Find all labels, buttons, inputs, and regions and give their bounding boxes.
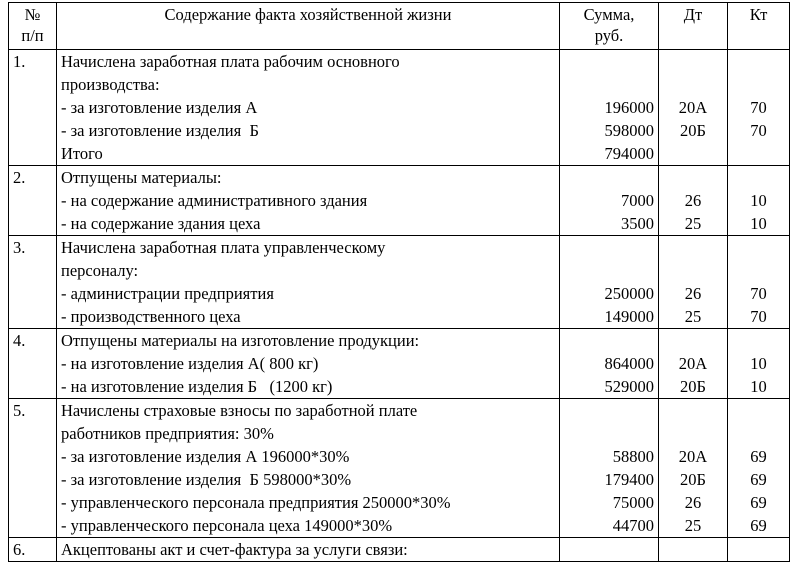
credit-account <box>732 422 785 445</box>
credit-account <box>732 73 785 96</box>
header-dt: Дт <box>659 3 728 50</box>
description-cell <box>57 50 560 166</box>
debit-account: 20А <box>678 98 708 117</box>
description-line: Итого <box>61 144 103 163</box>
debit-account: 20А <box>678 354 708 373</box>
description-line: - на содержание административного здания <box>61 191 368 210</box>
debit-account: 25 <box>684 516 702 535</box>
table-row <box>9 50 790 166</box>
description-line: - за изготовление изделия А <box>61 98 258 117</box>
debit-account: 20А <box>678 447 708 466</box>
sum-value: 794000 <box>604 144 654 163</box>
sum-value: 75000 <box>612 493 654 512</box>
header-sum <box>560 3 659 50</box>
row-number: 5. <box>9 399 57 538</box>
debit-account: 20Б <box>680 377 706 396</box>
description-line: - управленческого персонала цеха 149000*30% <box>61 516 393 535</box>
sum-value: 179400 <box>604 470 654 489</box>
credit-account: 10 <box>750 354 767 373</box>
description-line: - на изготовление изделия А( 800 кг) <box>61 354 319 373</box>
header-sum-line: Сумма, <box>583 5 635 24</box>
debit-account: 26 <box>684 493 702 512</box>
header-num-line: п/п <box>21 26 44 45</box>
sum-value <box>564 399 654 422</box>
credit-account: 10 <box>750 214 767 233</box>
credit-cell <box>728 329 790 399</box>
sum-cell <box>560 399 659 538</box>
sum-value: 58800 <box>612 447 654 466</box>
description-line: - за изготовление изделия А 196000*30% <box>61 447 350 466</box>
sum-value: 598000 <box>604 121 654 140</box>
debit-cell <box>659 50 728 166</box>
table-row <box>9 329 790 399</box>
debit-cell <box>659 166 728 236</box>
header-num-line: № <box>24 5 41 24</box>
sum-value: 529000 <box>604 377 654 396</box>
credit-account: 10 <box>750 191 767 210</box>
table-row <box>9 538 790 562</box>
description-cell <box>57 329 560 399</box>
debit-account: 26 <box>684 284 702 303</box>
credit-cell <box>728 236 790 329</box>
row-number: 1. <box>9 50 57 166</box>
sum-value: 196000 <box>604 98 654 117</box>
credit-account <box>732 259 785 282</box>
row-number: 4. <box>9 329 57 399</box>
credit-account: 70 <box>750 98 767 117</box>
credit-account: 69 <box>750 493 767 512</box>
description-line: Акцептованы акт и счет-фактура за услуги связи: <box>61 540 408 559</box>
header-kt: Кт <box>728 3 790 50</box>
sum-value: 864000 <box>604 354 654 373</box>
sum-value <box>564 538 654 561</box>
sum-value <box>564 166 654 189</box>
description-line: персоналу: <box>61 261 139 280</box>
credit-account: 70 <box>750 307 767 326</box>
description-line: производства: <box>61 75 160 94</box>
row-number: 2. <box>9 166 57 236</box>
table-row <box>9 166 790 236</box>
description-line: Отпущены материалы на изготовление продукции: <box>61 331 420 350</box>
sum-value <box>564 50 654 73</box>
sum-value: 7000 <box>621 191 654 210</box>
debit-cell <box>659 329 728 399</box>
transactions-table <box>8 2 790 562</box>
credit-account: 69 <box>750 470 767 489</box>
credit-account: 70 <box>750 284 767 303</box>
debit-cell <box>659 538 728 562</box>
debit-account: 20Б <box>680 470 706 489</box>
debit-account <box>663 538 723 561</box>
sum-cell <box>560 236 659 329</box>
credit-account <box>732 50 785 73</box>
debit-account: 20Б <box>680 121 706 140</box>
sum-value <box>564 259 654 282</box>
description-line: Начислена заработная плата рабочим основного <box>61 52 400 71</box>
credit-account <box>732 329 785 352</box>
debit-account <box>663 422 723 445</box>
credit-account: 70 <box>750 121 767 140</box>
row-number: 6. <box>9 538 57 562</box>
description-line: Начислена заработная плата управленческому <box>61 238 386 257</box>
row-number: 3. <box>9 236 57 329</box>
credit-account: 69 <box>750 447 767 466</box>
credit-cell <box>728 166 790 236</box>
sum-value: 250000 <box>604 284 654 303</box>
debit-cell <box>659 236 728 329</box>
credit-account: 69 <box>750 516 767 535</box>
description-cell <box>57 166 560 236</box>
header-sum-line: руб. <box>594 26 624 45</box>
debit-account <box>663 166 723 189</box>
description-line: - за изготовление изделия Б 598000*30% <box>61 470 352 489</box>
description-line: - за изготовление изделия Б <box>61 121 259 140</box>
table-row <box>9 236 790 329</box>
description-cell <box>57 399 560 538</box>
description-line: - производственного цеха <box>61 307 241 326</box>
sum-value <box>564 73 654 96</box>
description-line: Начислены страховые взносы по заработной плате <box>61 401 418 420</box>
credit-cell <box>728 50 790 166</box>
sum-value: 44700 <box>612 516 654 535</box>
debit-account <box>663 50 723 73</box>
credit-account <box>732 142 785 165</box>
debit-account: 25 <box>684 307 702 326</box>
debit-account <box>663 399 723 422</box>
header-num <box>9 3 57 50</box>
sum-cell <box>560 50 659 166</box>
sum-cell <box>560 538 659 562</box>
credit-account <box>732 399 785 422</box>
debit-account <box>663 142 723 165</box>
sum-value <box>564 422 654 445</box>
header-row <box>9 3 790 50</box>
credit-cell <box>728 399 790 538</box>
description-line: - на изготовление изделия Б (1200 кг) <box>61 377 333 396</box>
credit-account <box>732 236 785 259</box>
description-line: - управленческого персонала предприятия 250000*30% <box>61 493 451 512</box>
description-cell <box>57 538 560 562</box>
debit-account <box>663 73 723 96</box>
sum-cell <box>560 329 659 399</box>
credit-account <box>732 166 785 189</box>
description-line: работников предприятия: 30% <box>61 424 274 443</box>
sum-value <box>564 236 654 259</box>
sum-value: 3500 <box>621 214 654 233</box>
sum-value <box>564 329 654 352</box>
ledger-body <box>9 50 790 562</box>
credit-account: 10 <box>750 377 767 396</box>
debit-account <box>663 259 723 282</box>
debit-account <box>663 236 723 259</box>
credit-cell <box>728 538 790 562</box>
table-row <box>9 399 790 538</box>
debit-account: 26 <box>684 191 702 210</box>
debit-cell <box>659 399 728 538</box>
header-desc: Содержание факта хозяйственной жизни <box>57 3 560 50</box>
credit-account <box>732 538 785 561</box>
debit-account: 25 <box>684 214 702 233</box>
description-line: - на содержание здания цеха <box>61 214 261 233</box>
description-cell <box>57 236 560 329</box>
sum-cell <box>560 166 659 236</box>
sum-value: 149000 <box>604 307 654 326</box>
debit-account <box>663 329 723 352</box>
description-line: Отпущены материалы: <box>61 168 222 187</box>
description-line: - администрации предприятия <box>61 284 274 303</box>
